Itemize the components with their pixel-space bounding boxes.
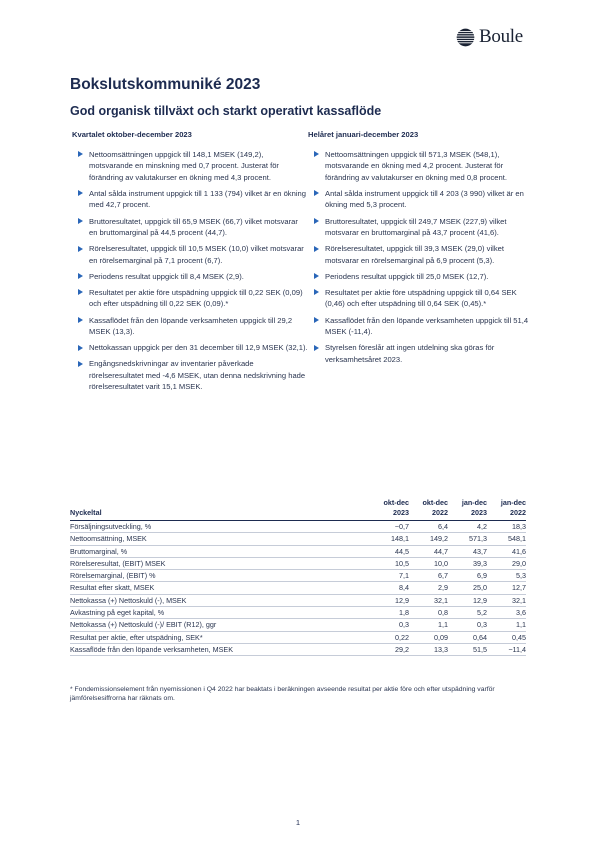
- table-row: [70, 533, 526, 545]
- bullet-arrow-icon: [314, 246, 319, 252]
- table-cell: 6,4: [409, 521, 448, 533]
- table-cell: 39,3: [448, 557, 487, 569]
- row-label: Kassaflöde från den löpande verksamheten, MSEK: [70, 643, 370, 655]
- table-cell: 0,09: [409, 631, 448, 643]
- column-header: okt-dec 2023: [370, 498, 409, 521]
- table-cell: 12,9: [370, 594, 409, 606]
- bullet-arrow-icon: [314, 317, 319, 323]
- table-cell: 7,1: [370, 570, 409, 582]
- report-subtitle: God organisk tillväxt och starkt operativt kassaflöde: [70, 104, 382, 118]
- table-cell: 44,5: [370, 545, 409, 557]
- table-label-header: Nyckeltal: [70, 498, 370, 521]
- fullyear-highlights: [308, 130, 536, 370]
- footnote: * Fondemissionselement från nyemissionen i Q4 2022 har beaktats i beräkningen avseende resultat per aktie före och efter utspädning varför jämförelsesiffrorna har räknats om.: [70, 686, 495, 703]
- table-cell: −0,7: [370, 521, 409, 533]
- highlight-item: [308, 149, 536, 183]
- table-row: [70, 582, 526, 594]
- table-cell: 1,8: [370, 607, 409, 619]
- bullet-arrow-icon: [78, 273, 83, 279]
- table-cell: 41,6: [487, 545, 526, 557]
- highlight-item: [72, 342, 308, 353]
- table-body: [70, 521, 526, 656]
- highlight-item: [72, 358, 308, 392]
- table-row: [70, 631, 526, 643]
- table-header-row: [70, 498, 526, 521]
- table-cell: 51,5: [448, 643, 487, 655]
- highlight-text: Bruttoresultatet, uppgick till 65,9 MSEK (66,7) vilket motsvarar en bruttomarginal på 44,5 procent (44,7).: [89, 216, 298, 238]
- table-row: [70, 594, 526, 606]
- bullet-arrow-icon: [314, 345, 319, 351]
- table-row: [70, 570, 526, 582]
- bullet-arrow-icon: [78, 246, 83, 252]
- highlight-text: Kassaflödet från den löpande verksamheten uppgick till 51,4 MSEK (-11,4).: [325, 315, 529, 337]
- table-cell: 0,45: [487, 631, 526, 643]
- table-cell: 0,64: [448, 631, 487, 643]
- highlight-item: [72, 149, 308, 183]
- table-cell: −11,4: [487, 643, 526, 655]
- highlight-text: Bruttoresultatet, uppgick till 249,7 MSEK (227,9) vilket motsvarar en bruttomarginal på 43,7 procent (41,6).: [325, 216, 507, 238]
- table-cell: 12,9: [448, 594, 487, 606]
- table-cell: 548,1: [487, 533, 526, 545]
- table-row: [70, 545, 526, 557]
- table-cell: 1,1: [487, 619, 526, 631]
- highlight-text: Periodens resultat uppgick till 8,4 MSEK (2,9).: [89, 271, 244, 281]
- table-cell: 13,3: [409, 643, 448, 655]
- highlight-item: [72, 315, 308, 338]
- bullet-arrow-icon: [314, 218, 319, 224]
- table-cell: 10,0: [409, 557, 448, 569]
- table-cell: 32,1: [409, 594, 448, 606]
- table-cell: 0,8: [409, 607, 448, 619]
- report-title: Bokslutskommuniké 2023: [70, 76, 261, 93]
- table-cell: 571,3: [448, 533, 487, 545]
- table-cell: 44,7: [409, 545, 448, 557]
- highlight-text: Resultatet per aktie före utspädning uppgick till 0,64 SEK (0,46) och efter utspädning till 0,64 SEK (0,45).*: [325, 288, 517, 309]
- table-cell: 8,4: [370, 582, 409, 594]
- table-cell: 0,22: [370, 631, 409, 643]
- highlight-item: [308, 216, 536, 239]
- table-cell: 29,0: [487, 557, 526, 569]
- table-cell: 149,2: [409, 533, 448, 545]
- quarter-highlights: [72, 130, 308, 397]
- bullet-arrow-icon: [314, 190, 319, 196]
- bullet-arrow-icon: [78, 190, 83, 196]
- highlight-text: Kassaflödet från den löpande verksamheten uppgick till 29,2 MSEK (13,3).: [89, 315, 293, 337]
- table-cell: 10,5: [370, 557, 409, 569]
- highlight-text: Nettoomsättningen uppgick till 148,1 MSEK (149,2), motsvarande en minskning med 0,7 procent. Justerat för förändring av valutakurser en ökning med 4,3 procent.: [89, 150, 279, 182]
- highlight-item: [308, 342, 536, 365]
- row-label: Rörelsemarginal, (EBIT) %: [70, 570, 370, 582]
- bullet-arrow-icon: [78, 361, 83, 367]
- highlight-text: Nettoomsättningen uppgick till 571,3 MSEK (548,1), motsvarande en ökning med 4,2 procent. Justerat för förändring av valutakurser en ökning med 0,8 procent.: [325, 150, 507, 182]
- row-label: Försäljningsutveckling, %: [70, 521, 370, 533]
- row-label: Nettoomsättning, MSEK: [70, 533, 370, 545]
- highlight-item: [308, 188, 536, 211]
- highlight-text: Antal sålda instrument uppgick till 4 203 (3 990) vilket är en ökning med 5,3 procent.: [325, 189, 524, 210]
- highlight-item: [308, 287, 536, 310]
- highlight-item: [72, 243, 308, 266]
- highlight-item: [72, 271, 308, 282]
- highlight-text: Antal sålda instrument uppgick till 1 133 (794) vilket är en ökning med 42,7 procent.: [89, 189, 306, 210]
- table-cell: 43,7: [448, 545, 487, 557]
- highlight-text: Styrelsen föreslår att ingen utdelning ska göras för verksamhetsåret 2023.: [325, 343, 495, 364]
- table-cell: 5,3: [487, 570, 526, 582]
- highlight-text: Rörelseresultatet, uppgick till 10,5 MSEK (10,0) vilket motsvarar en rörelsemarginal på 7,1 procent (6,7).: [89, 244, 304, 265]
- bullet-arrow-icon: [78, 151, 83, 157]
- logo-text: Boule: [479, 26, 523, 47]
- bullet-arrow-icon: [78, 218, 83, 224]
- key-figures-table: [70, 498, 526, 656]
- table-row: [70, 619, 526, 631]
- row-label: Nettokassa (+) Nettoskuld (-), MSEK: [70, 594, 370, 606]
- column-header: jan-dec 2023: [448, 498, 487, 521]
- highlight-item: [72, 188, 308, 211]
- table-row: [70, 521, 526, 533]
- quarter-bullet-list: [72, 149, 308, 393]
- highlight-text: Rörelseresultatet, uppgick till 39,3 MSEK (29,0) vilket motsvarar en rörelsemarginal på 6,9 procent (5,3).: [325, 244, 504, 265]
- table-cell: 1,1: [409, 619, 448, 631]
- table-row: [70, 607, 526, 619]
- fullyear-bullet-list: [308, 149, 536, 365]
- column-header: jan-dec 2022: [487, 498, 526, 521]
- highlight-text: Resultatet per aktie före utspädning uppgick till 0,22 SEK (0,09) och efter utspädning till 0,22 SEK (0,09).*: [89, 288, 303, 309]
- row-label: Resultat efter skatt, MSEK: [70, 582, 370, 594]
- bullet-arrow-icon: [314, 151, 319, 157]
- table-cell: 0,3: [448, 619, 487, 631]
- table-cell: 6,9: [448, 570, 487, 582]
- table-cell: 5,2: [448, 607, 487, 619]
- row-label: Nettokassa (+) Nettoskuld (-)/ EBIT (R12), ggr: [70, 619, 370, 631]
- table-cell: 18,3: [487, 521, 526, 533]
- table-row: [70, 643, 526, 655]
- highlight-item: [72, 287, 308, 310]
- highlight-item: [308, 315, 536, 338]
- table-cell: 3,6: [487, 607, 526, 619]
- table-cell: 148,1: [370, 533, 409, 545]
- fullyear-heading: Helåret januari-december 2023: [308, 130, 419, 139]
- table-cell: 4,2: [448, 521, 487, 533]
- highlight-text: Periodens resultat uppgick till 25,0 MSEK (12,7).: [325, 271, 489, 281]
- row-label: Resultat per aktie, efter utspädning, SEK*: [70, 631, 370, 643]
- bullet-arrow-icon: [78, 345, 83, 351]
- table-cell: 6,7: [409, 570, 448, 582]
- table-cell: 0,3: [370, 619, 409, 631]
- row-label: Rörelseresultat, (EBIT) MSEK: [70, 557, 370, 569]
- highlight-text: Nettokassan uppgick per den 31 december till 12,9 MSEK (32,1).: [89, 343, 308, 353]
- table-cell: 12,7: [487, 582, 526, 594]
- table-cell: 2,9: [409, 582, 448, 594]
- bullet-arrow-icon: [314, 273, 319, 279]
- row-label: Avkastning på eget kapital, %: [70, 607, 370, 619]
- table-cell: 25,0: [448, 582, 487, 594]
- row-label: Bruttomarginal, %: [70, 545, 370, 557]
- highlight-item: [308, 243, 536, 266]
- bullet-arrow-icon: [314, 289, 319, 295]
- table-cell: 32,1: [487, 594, 526, 606]
- page-number: 1: [295, 818, 301, 827]
- logo-mark-icon: [456, 28, 475, 47]
- highlight-item: [72, 216, 308, 239]
- highlight-item: [308, 271, 536, 282]
- table-row: [70, 557, 526, 569]
- company-logo: [456, 26, 523, 48]
- bullet-arrow-icon: [78, 317, 83, 323]
- column-header: okt-dec 2022: [409, 498, 448, 521]
- quarter-heading: Kvartalet oktober-december 2023: [72, 130, 192, 139]
- bullet-arrow-icon: [78, 289, 83, 295]
- highlight-text: Engångsnedskrivningar av inventarier påverkade rörelseresultatet med -4,6 MSEK, utan denna nedskrivning hade rörelseresultatet varit 15,1 MSEK.: [89, 359, 306, 392]
- table-cell: 29,2: [370, 643, 409, 655]
